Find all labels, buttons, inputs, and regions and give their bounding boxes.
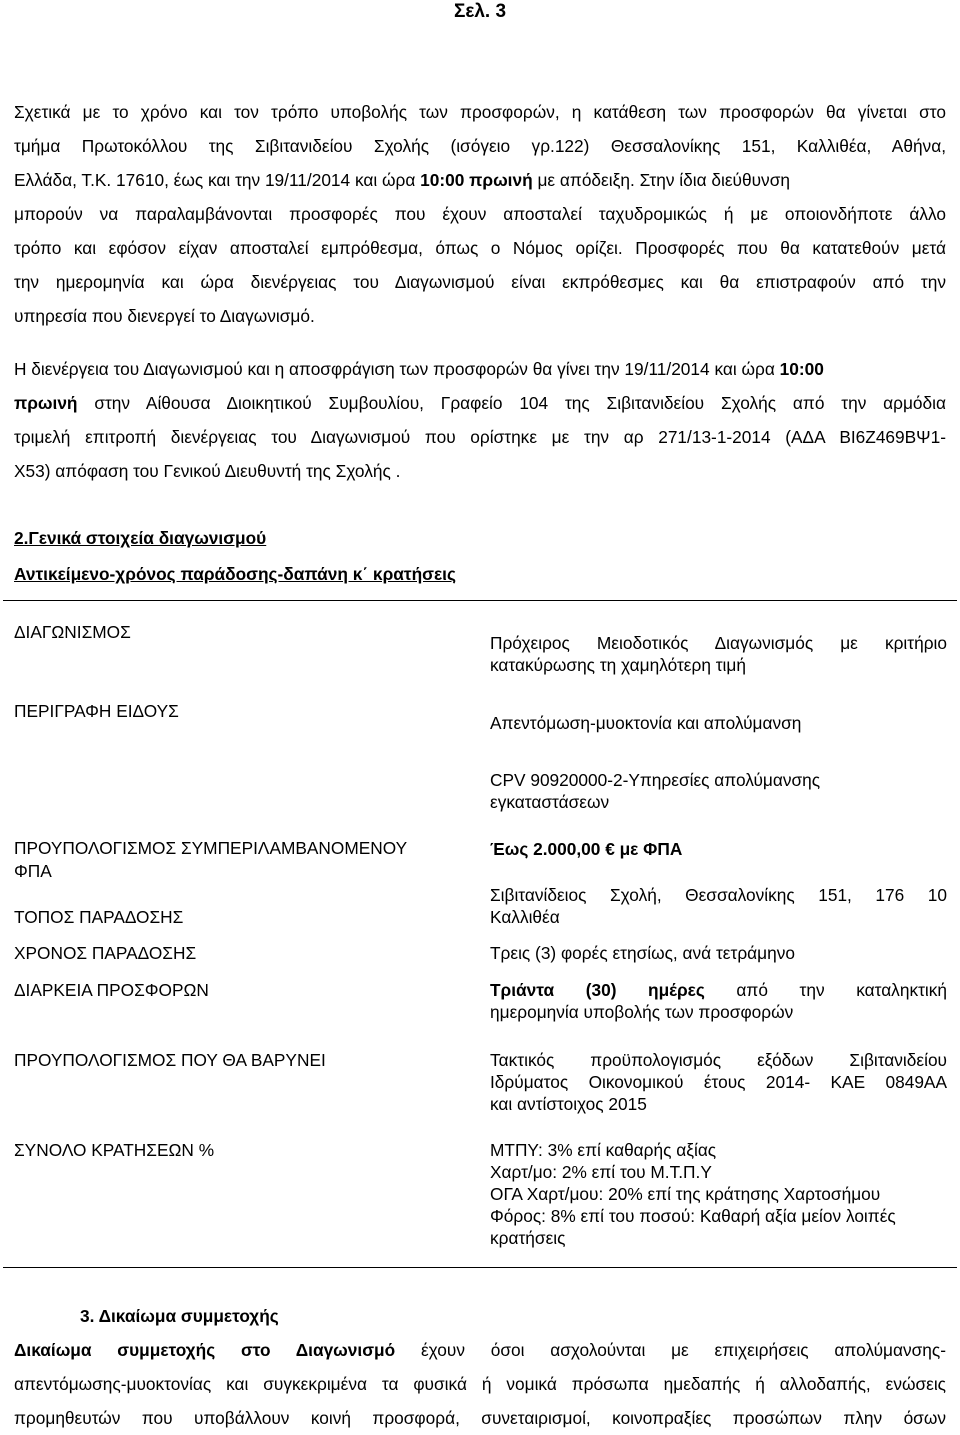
participation-paragraph <box>14 1333 946 1435</box>
value-place: Σιβιτανίδειος Σχολή, Θεσσαλονίκης 151, 176 10 Καλλιθέα <box>490 885 947 927</box>
text-line: μπορούν να παραλαμβάνονται προσφορές που έχουν αποσταλεί ταχυδρομικώς ή με οποιονδήποτε άλλο <box>14 204 946 224</box>
label-description: ΠΕΡΙΓΡΑΦΗ ΕΙΔΟΥΣ <box>14 701 179 721</box>
value-budget: Έως 2.000,00 € με ΦΠΑ <box>490 839 683 859</box>
text-line: τριμελή επιτροπή διενέργειας του Διαγωνισμού που ορίστηκε με την αρ 271/13-1-2014 (ΑΔΑ ΒΙ6Ζ469ΒΨ1- <box>14 427 946 447</box>
text-line: υπηρεσία που διενεργεί το Διαγωνισμό. <box>14 306 315 326</box>
text-line: τρόπο και εφόσον είχαν αποσταλεί εμπρόθεσμα, όπως ο Νόμος ορίζει. Προσφορές που θα κατατεθούν μετά <box>14 238 946 258</box>
label-budget-vat: ΦΠΑ <box>14 861 52 881</box>
text-line: πρωινή στην Αίθουσα Διοικητικού Συμβουλίου, Γραφείο 104 της Σιβιτανιδείου Σχολής από την αρμόδια <box>14 393 946 413</box>
value-deductions: ΜΤΠΥ: 3% επί καθαρής αξίας Χαρτ/μο: 2% επί του Μ.Τ.Π.Υ ΟΓΑ Χαρτ/μου: 20% επί της κράτησης Χαρτοσήμου Φόρος: 8% επί του ποσού: Καθαρή αξία μείον λοιπές κρατήσεις <box>490 1140 896 1248</box>
label-deductions: ΣΥΝΟΛΟ ΚΡΑΤΗΣΕΩΝ % <box>14 1140 215 1160</box>
text-line: απεντόμωσης-μυοκτονίας και συγκεκριμένα τα φυσικά ή νομικά πρόσωπα ημεδαπής ή αλλοδαπής, ενώσεις <box>14 1374 946 1394</box>
label-duration: ΔΙΑΡΚΕΙΑ ΠΡΟΣΦΟΡΩΝ <box>14 980 209 1000</box>
value-time: Τρεις (3) φορές ετησίως, ανά τετράμηνο <box>490 943 795 963</box>
text-line: Χ53) απόφαση του Γενικού Διευθυντή της Σχολής . <box>14 461 401 481</box>
section-2-subtitle: Αντικείμενο-χρόνος παράδοσης-δαπάνη κ΄ κρατήσεις <box>14 564 456 584</box>
label-place: ΤΟΠΟΣ ΠΑΡΑΔΟΣΗΣ <box>14 907 184 927</box>
value-description: Απεντόμωση-μυοκτονία και απολύμανση <box>490 713 802 733</box>
text-line: Σχετικά με το χρόνο και τον τρόπο υποβολής των προσφορών, η κατάθεση των προσφορών θα γίνεται στο <box>14 102 946 122</box>
text-line: την ημερομηνία και ώρα διενέργειας του Διαγωνισμού είναι εκπρόθεσμες και θα επιστραφούν από την <box>14 272 946 292</box>
section-3-title: 3. Δικαίωμα συμμετοχής <box>80 1306 279 1326</box>
section-2-title: 2.Γενικά στοιχεία διαγωνισμού <box>14 528 267 548</box>
text-line: τμήμα Πρωτοκόλλου της Σιβιτανιδείου Σχολής (ισόγειο γρ.122) Θεσσαλονίκης 151, Καλλιθέα, Αθήνα, <box>14 136 946 156</box>
value-competition: Πρόχειρος Μειοδοτικός Διαγωνισμός με κριτήριο κατακύρωσης τη χαμηλότερη τιμή <box>490 633 947 675</box>
value-cpv: CPV 90920000-2-Υπηρεσίες απολύμανσης εγκαταστάσεων <box>490 770 821 812</box>
label-charged-budget: ΠΡΟΥΠΟΛΟΓΙΣΜΟΣ ΠΟΥ ΘΑ ΒΑΡΥΝΕΙ <box>14 1050 326 1070</box>
text-line: προμηθευτών που υποβάλλουν κοινή προσφορά, συνεταιρισμοί, κοινοπραξίες προσώπων πλην όσων <box>14 1408 946 1428</box>
label-budget: ΠΡΟΥΠΟΛΟΓΙΣΜΟΣ ΣΥΜΠΕΡΙΛΑΜΒΑΝΟΜΕΝΟΥ <box>14 838 408 858</box>
specs-table <box>3 600 957 1268</box>
label-competition: ΔΙΑΓΩΝΙΣΜΟΣ <box>14 622 131 642</box>
page-number: Σελ. 3 <box>453 1 507 22</box>
opening-paragraph <box>14 352 946 488</box>
value-duration: Τριάντα (30) ημέρες από την καταληκτική ημερομηνία υποβολής των προσφορών <box>490 980 947 1022</box>
label-time: ΧΡΟΝΟΣ ΠΑΡΑΔΟΣΗΣ <box>14 943 197 963</box>
text-line: Ελλάδα, Τ.Κ. 17610, έως και την 19/11/2014 και ώρα 10:00 πρωινή με απόδειξη. Στην ίδια διεύθυνση <box>14 170 790 190</box>
text-line: Δικαίωμα συμμετοχής στο Διαγωνισμό έχουν όσοι ασχολούνται με επιχειρήσεις απολύμανσης- <box>14 1340 946 1360</box>
submission-paragraph <box>14 95 946 333</box>
text-line: Η διενέργεια του Διαγωνισμού και η αποσφράγιση των προσφορών θα γίνει την 19/11/2014 και ώρα 10:00 <box>14 359 824 379</box>
value-charged-budget: Τακτικός προϋπολογισμός εξόδων Σιβιτανιδείου Ιδρύματος Οικονομικού έτους 2014- ΚΑΕ 0849ΑΑ και αντίστοιχος 2015 <box>490 1050 947 1114</box>
